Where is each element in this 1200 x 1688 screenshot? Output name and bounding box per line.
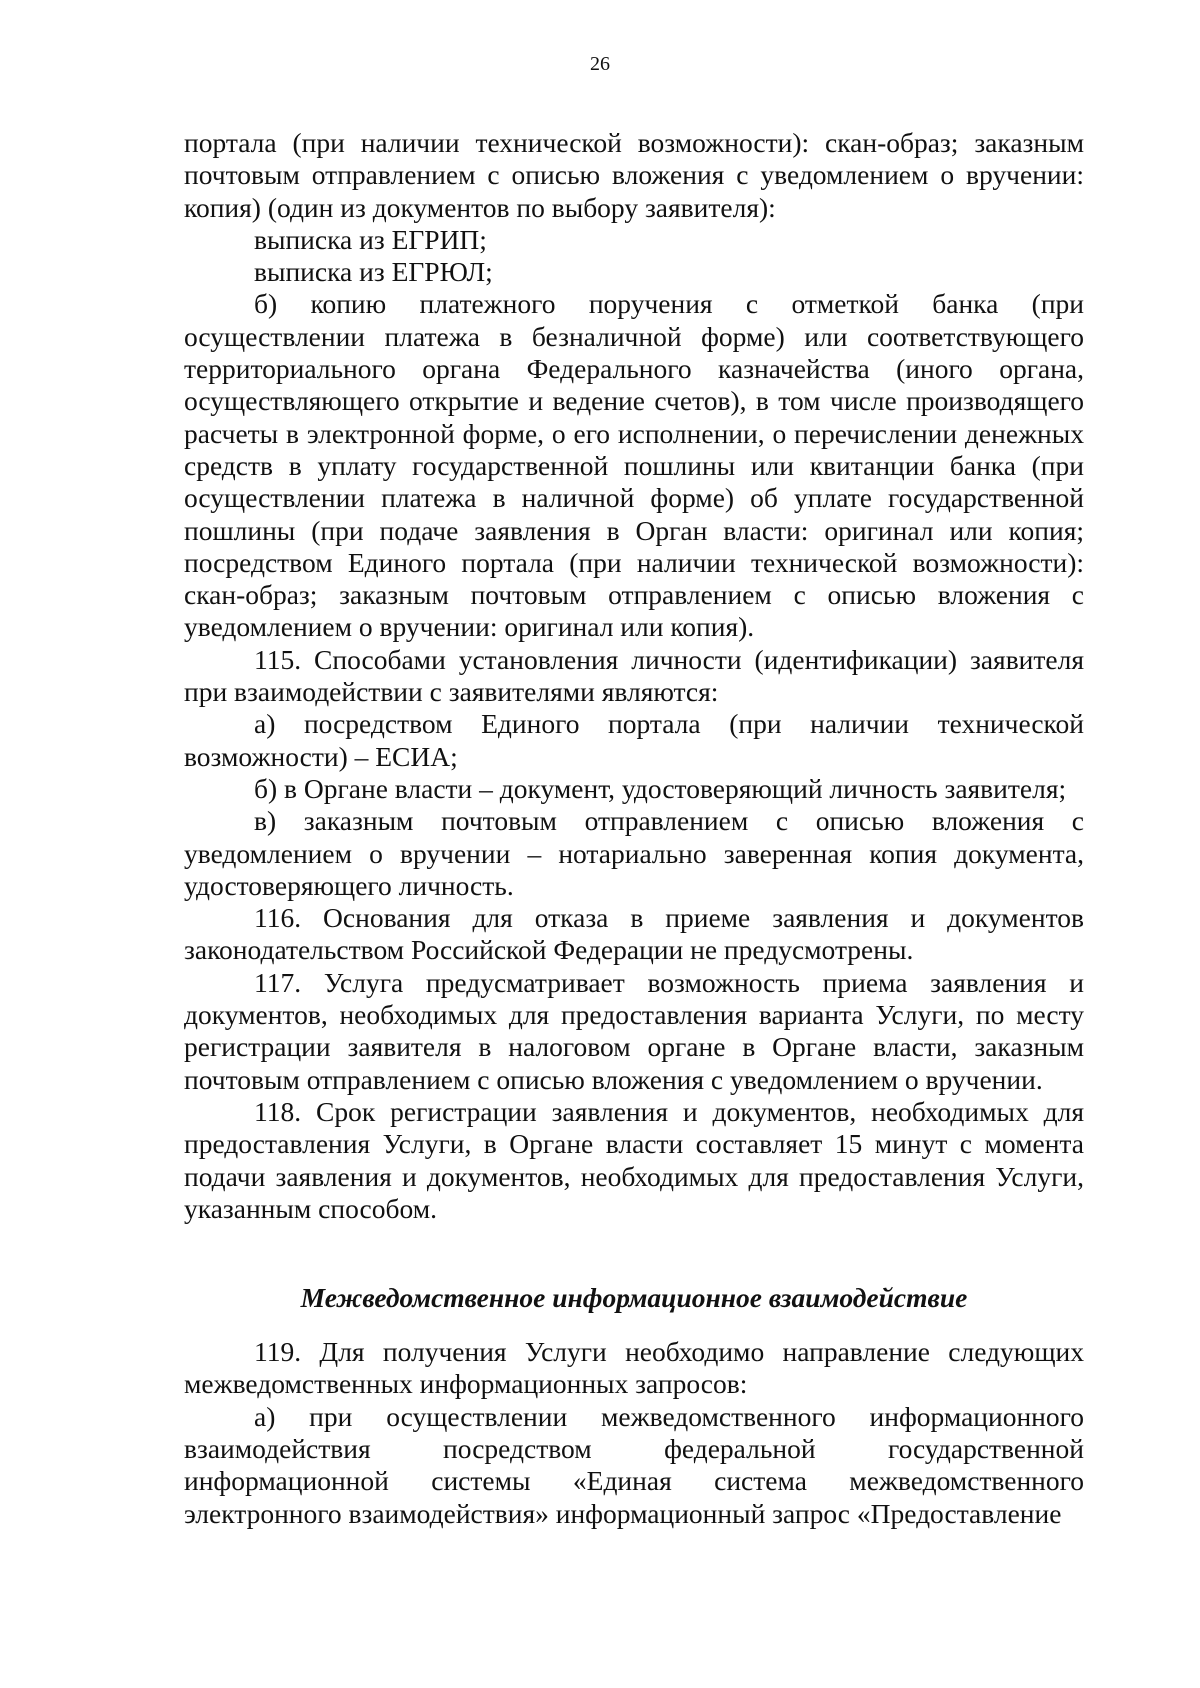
paragraph: 115. Способами установления личности (идентификации) заявителя при взаимодействии с заявителями являются: [184,643,1084,708]
paragraph: 118. Срок регистрации заявления и документов, необходимых для предоставления Услуги, в Органе власти составляет 15 минут с момента подачи заявления и документов, необходимых для предоставления Услуги, указанным способом. [184,1095,1084,1224]
paragraph: 117. Услуга предусматривает возможность приема заявления и документов, необходимых для предоставления варианта Услуги, по месту регистрации заявителя в налоговом органе в Органе власти, заказным почтовым отправлением с описью вложения с уведомлением о вручении. [184,966,1084,1095]
paragraphs-after-heading [184,1336,1084,1530]
paragraph: в) заказным почтовым отправлением с описью вложения с уведомлением о вручении – нотариально заверенная копия документа, удостоверяющего личность. [184,805,1084,901]
paragraphs-before-heading [184,127,1084,1225]
section-heading: Межведомственное информационное взаимодействие [300,1282,968,1314]
paragraph: б) копию платежного поручения с отметкой банка (при осуществлении платежа в безналичной форме) или соответствующего территориального органа Федерального казначейства (иного органа, осуществляющего открытие и ведение счетов), в том числе производящего расчеты в электронной форме, о его исполнении, о перечислении денежных средств в уплату государственной пошлины или квитанции банка (при осуществлении платежа в наличной форме) об уплате государственной пошлины (при подаче заявления в Орган власти: оригинал или копия; посредством Единого портала (при наличии технической возможности): скан-образ; заказным почтовым отправлением с описью вложения с уведомлением о вручении: оригинал или копия). [184,288,1084,643]
page-number: 26 [590,53,610,75]
paragraph: выписка из ЕГРЮЛ; [254,256,493,288]
paragraph: б) в Органе власти – документ, удостоверяющий личность заявителя; [254,772,1067,804]
document-body [184,127,1084,1530]
paragraph: 119. Для получения Услуги необходимо направление следующих межведомственных информационных запросов: [184,1336,1084,1400]
paragraph: 116. Основания для отказа в приеме заявления и документов законодательством Российской Федерации не предусмотрены. [184,902,1084,966]
paragraph: портала (при наличии технической возможности): скан-образ; заказным почтовым отправлением с описью вложения с уведомлением о вручении: копия) (один из документов по выбору заявителя): [184,127,1084,223]
paragraph: выписка из ЕГРИП; [254,223,487,255]
paragraph: а) при осуществлении межведомственного информационного взаимодействия посредством федеральной государственной информационной системы «Единая система межведомственного электронного взаимодействия» информационный запрос «Предоставление [184,1400,1084,1529]
paragraph: а) посредством Единого портала (при наличии технической возможности) – ЕСИА; [184,708,1084,772]
